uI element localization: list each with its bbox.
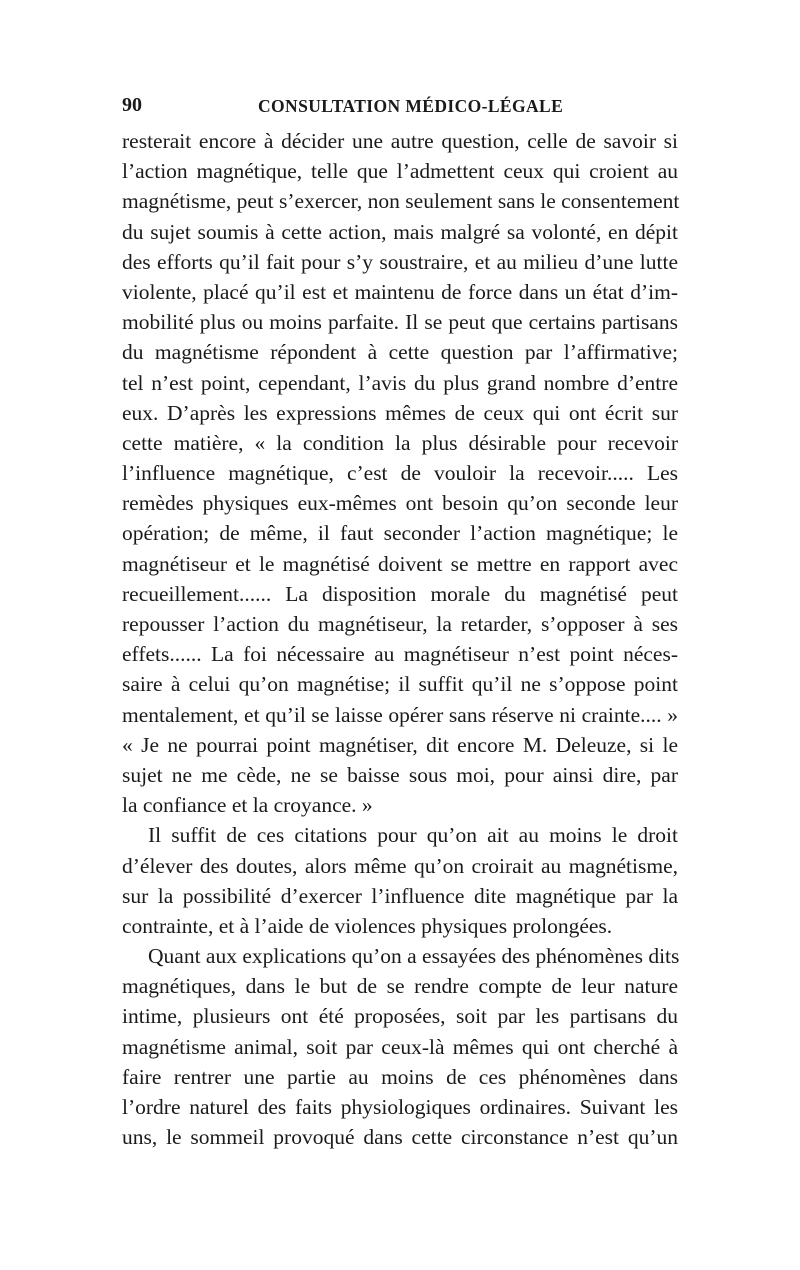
text-line: recueillement...... La disposition morale du magnétisé peut — [122, 581, 678, 606]
text-line: du sujet soumis à cette action, mais malgré sa volonté, en dépit — [122, 219, 678, 244]
text-line: remèdes physiques eux-mêmes ont besoin qu’on seconde leur — [122, 491, 678, 516]
text-line: l’action magnétique, telle que l’admettent ceux qui croient au — [122, 159, 678, 184]
text-line: eux. D’après les expressions mêmes de ceux qui ont écrit sur — [122, 400, 678, 425]
page-number: 90 — [122, 94, 142, 116]
text-line: l’influence magnétique, c’est de vouloir la recevoir..... Les — [122, 461, 678, 486]
text-line: uns, le sommeil provoqué dans cette circonstance n’est qu’un — [122, 1125, 678, 1150]
running-title: CONSULTATION MÉDICO-LÉGALE — [258, 96, 564, 116]
text-line: des efforts qu’il fait pour s’y soustraire, et au milieu d’une lutte — [122, 249, 678, 274]
text-line: faire rentrer une partie au moins de ces phénomènes dans — [122, 1064, 678, 1089]
text-line: violente, placé qu’il est et maintenu de force dans un état d’im- — [122, 279, 678, 304]
text-line: d’élever des doutes, alors même qu’on croirait au magnétisme, — [122, 853, 678, 878]
text-line: repousser l’action du magnétiseur, la retarder, s’opposer à ses — [122, 612, 678, 636]
body-text — [122, 126, 678, 1152]
text-line: opération; de même, il faut seconder l’action magnétique; le — [122, 521, 678, 546]
text-line: Il suffit de ces citations pour qu’on ait au moins le droit — [148, 823, 678, 848]
text-line: l’ordre naturel des faits physiologiques ordinaires. Suivant les — [122, 1095, 678, 1119]
text-line: magnétisme animal, soit par ceux-là mêmes qui ont cherché à — [122, 1034, 678, 1059]
text-line: resterait encore à décider une autre question, celle de savoir si — [122, 129, 678, 153]
text-line: magnétisme, peut s’exercer, non seulement sans le consentement — [122, 189, 680, 214]
text-line: mentalement, et qu’il se laisse opérer sans réserve ni crainte.... » — [122, 702, 678, 727]
text-line: saire à celui qu’on magnétise; il suffit qu’il ne s’oppose point — [122, 672, 678, 697]
text-line: sujet ne me cède, ne se baisse sous moi, pour ainsi dire, par — [122, 762, 678, 787]
text-line: mobilité plus ou moins parfaite. Il se peut que certains partisans — [122, 310, 678, 335]
text-line: sur la possibilité d’exercer l’influence dite magnétique par la — [122, 883, 678, 908]
text-line: la confiance et la croyance. » — [122, 793, 373, 818]
running-head — [118, 86, 684, 122]
text-line: magnétiques, dans le but de se rendre compte de leur nature — [122, 974, 678, 999]
text-line: Quant aux explications qu’on a essayées des phénomènes dits — [148, 944, 680, 969]
text-line: tel n’est point, cependant, l’avis du plus grand nombre d’entre — [122, 370, 678, 395]
text-line: contrainte, et à l’aide de violences physiques prolongées. — [122, 913, 613, 938]
text-line: cette matière, « la condition la plus désirable pour recevoir — [122, 430, 678, 455]
text-line: magnétiseur et le magnétisé doivent se mettre en rapport avec — [122, 551, 678, 576]
text-line: intime, plusieurs ont été proposées, soit par les partisans du — [122, 1004, 678, 1029]
text-line: du magnétisme répondent à cette question par l’affirmative; — [122, 340, 678, 365]
text-line: « Je ne pourrai point magnétiser, dit encore M. Deleuze, si le — [122, 732, 678, 757]
text-line: effets...... La foi nécessaire au magnétiseur n’est point néces- — [122, 642, 678, 667]
